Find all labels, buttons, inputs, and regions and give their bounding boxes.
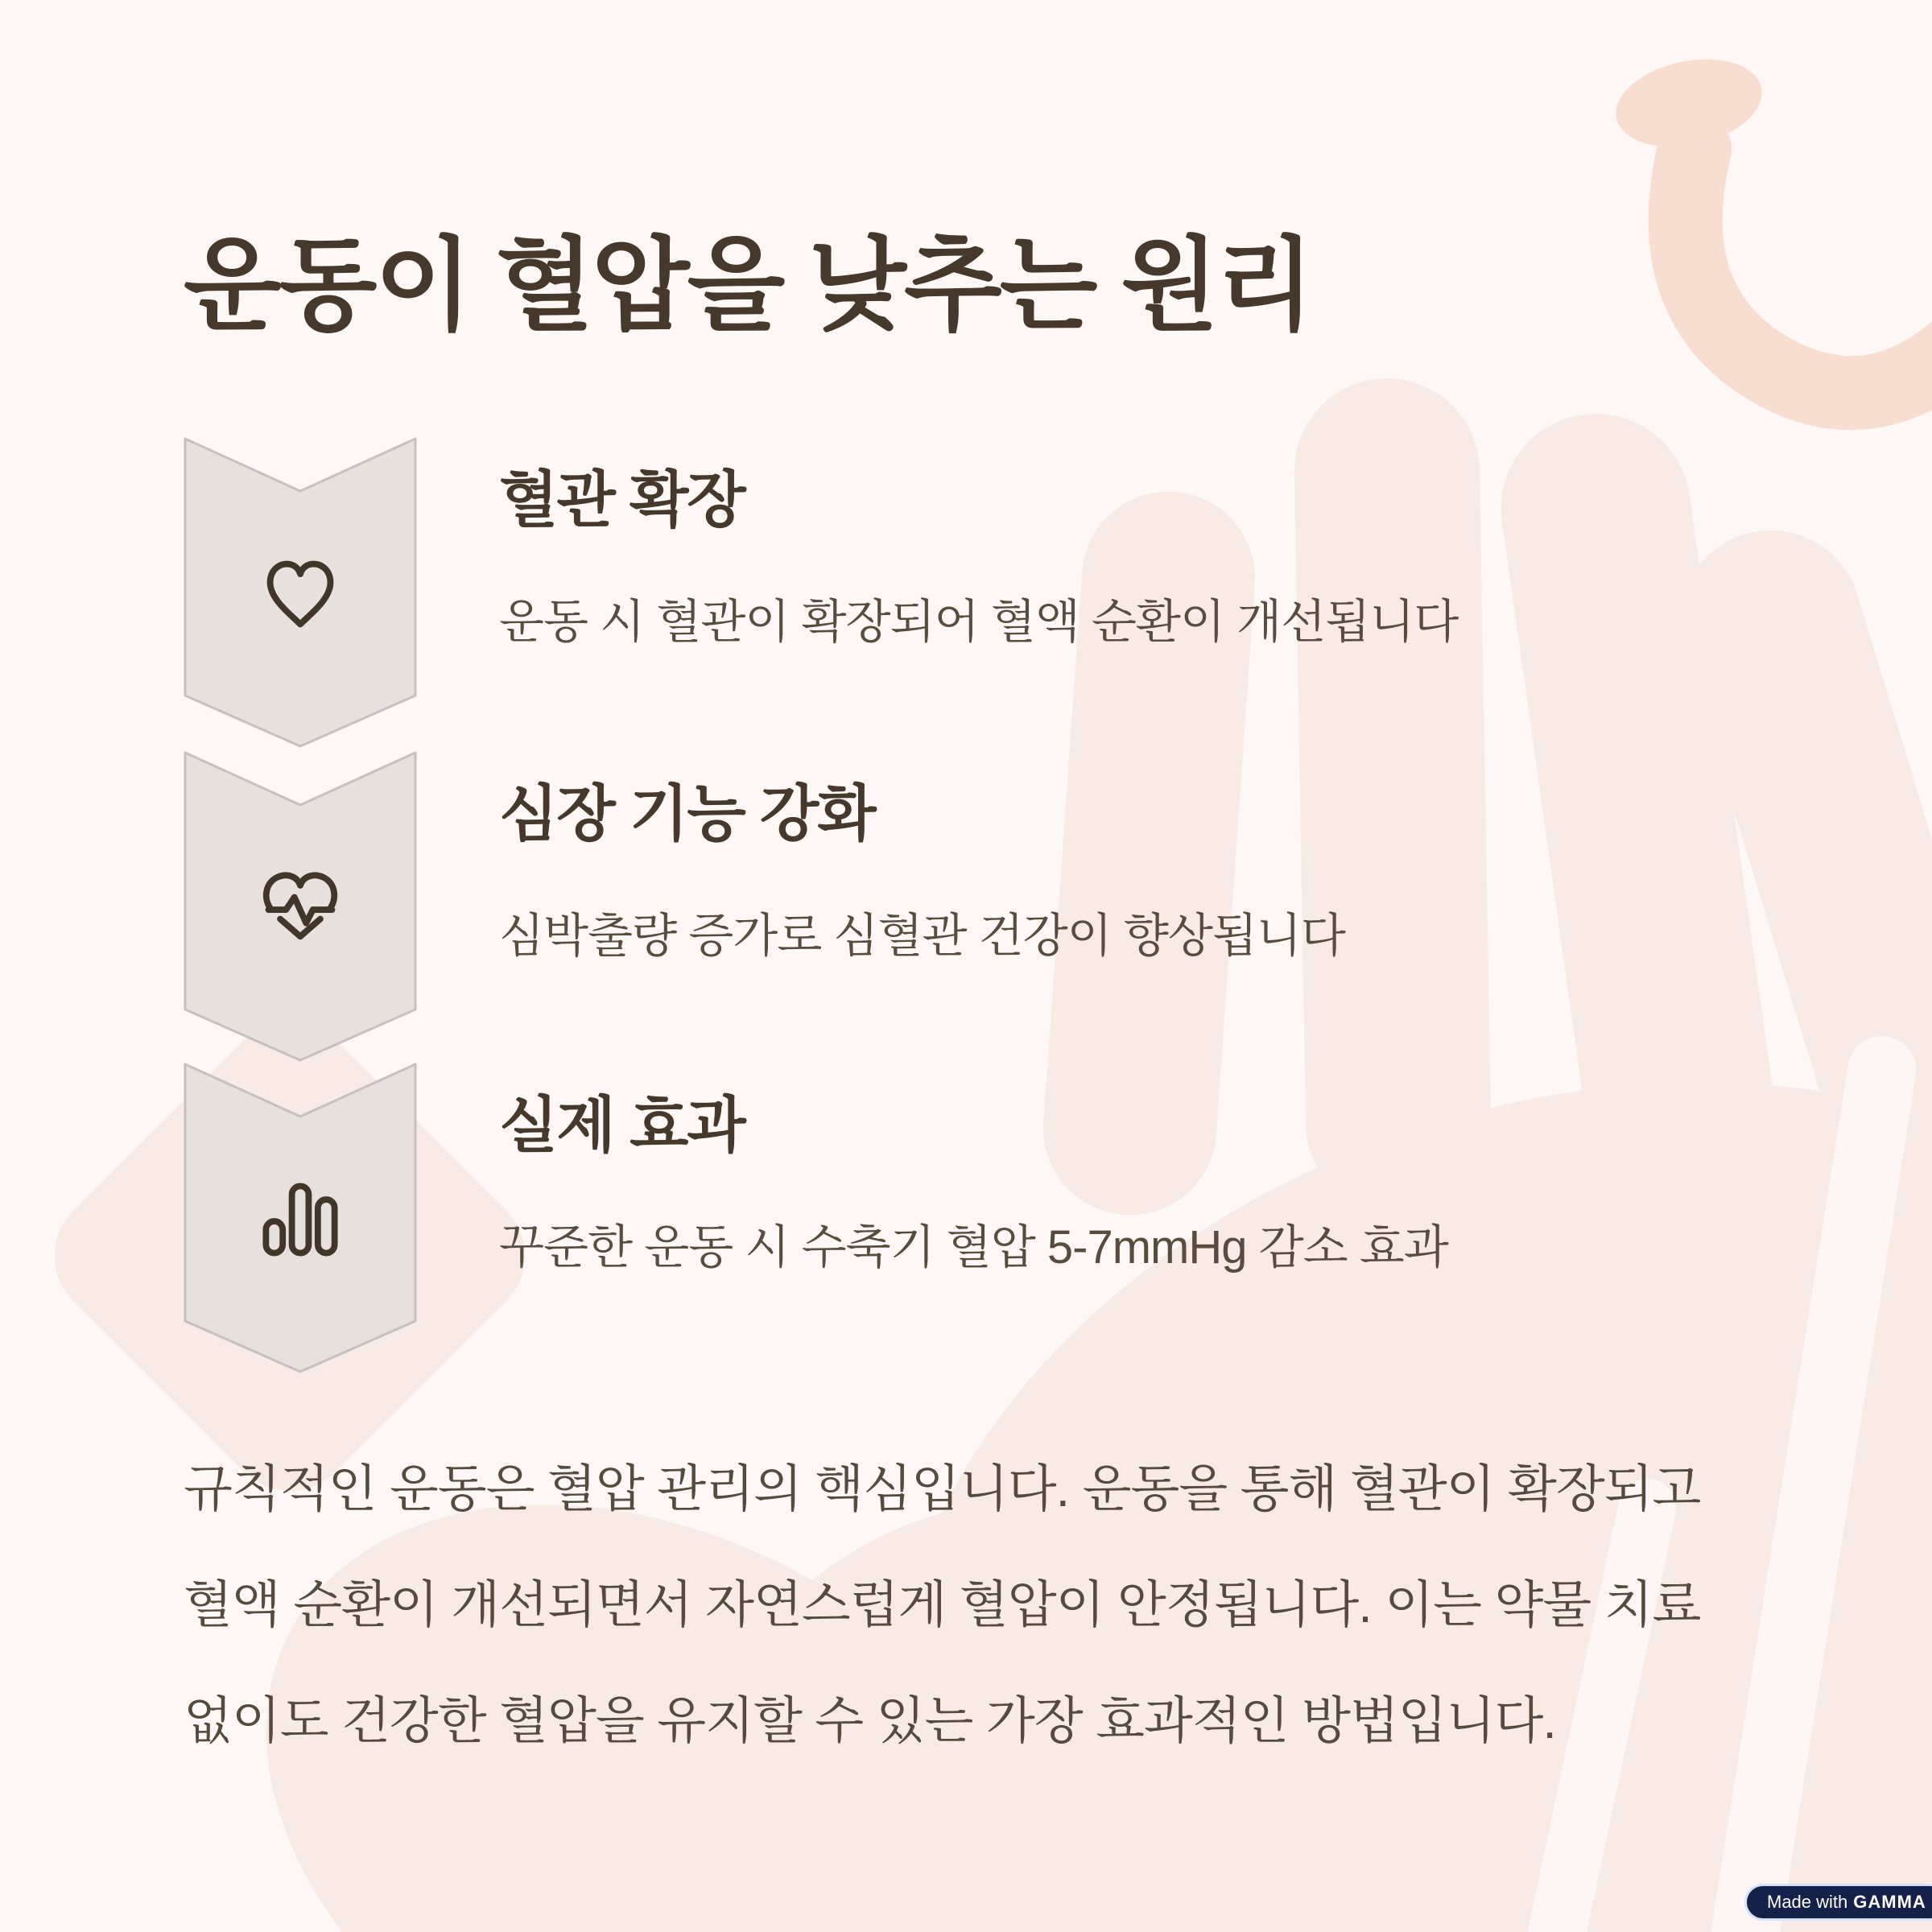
heart-pulse-icon [258,866,342,950]
summary-paragraph [184,1431,1826,1779]
chevron-shape [184,437,417,748]
summary-line: 혈액 순환이 개선되면서 자연스럽게 혈압이 안정됩니다. 이는 약물 치료 [184,1577,1701,1633]
step-item-3 [184,1063,1753,1373]
gamma-logo: GAMMA [1853,1892,1926,1912]
step-item-1 [184,437,1753,748]
step-description: 꾸준한 운동 시 수축기 혈압 5-7mmHg 감소 효과 [499,1221,1448,1274]
summary-line: 규칙적인 운동은 혈압 관리의 핵심입니다. 운동을 통해 혈관이 확장되고 [184,1461,1701,1517]
made-with-gamma-badge[interactable] [1747,1886,1932,1918]
bar-chart-icon [258,1178,342,1261]
chevron-shape [184,1063,417,1373]
step-heading: 심장 기능 강화 [499,780,875,848]
step-text [499,780,1723,964]
step-text [499,1092,1723,1276]
badge-prefix: Made with [1767,1892,1848,1912]
step-text [499,466,1723,650]
chevron-shape [184,751,417,1062]
page-title: 운동이 혈압을 낮추는 원리 [184,229,1312,342]
heart-icon [258,552,342,636]
step-heading: 실제 효과 [499,1092,745,1160]
step-description: 운동 시 혈관이 확장되어 혈액 순환이 개선됩니다 [499,596,1459,649]
summary-line: 없이도 건강한 혈압을 유지할 수 있는 가장 효과적인 방법입니다. [184,1693,1556,1749]
step-description: 심박출량 증가로 심혈관 건강이 향상됩니다 [499,910,1345,963]
step-heading: 혈관 확장 [499,466,745,535]
step-item-2 [184,751,1753,1062]
